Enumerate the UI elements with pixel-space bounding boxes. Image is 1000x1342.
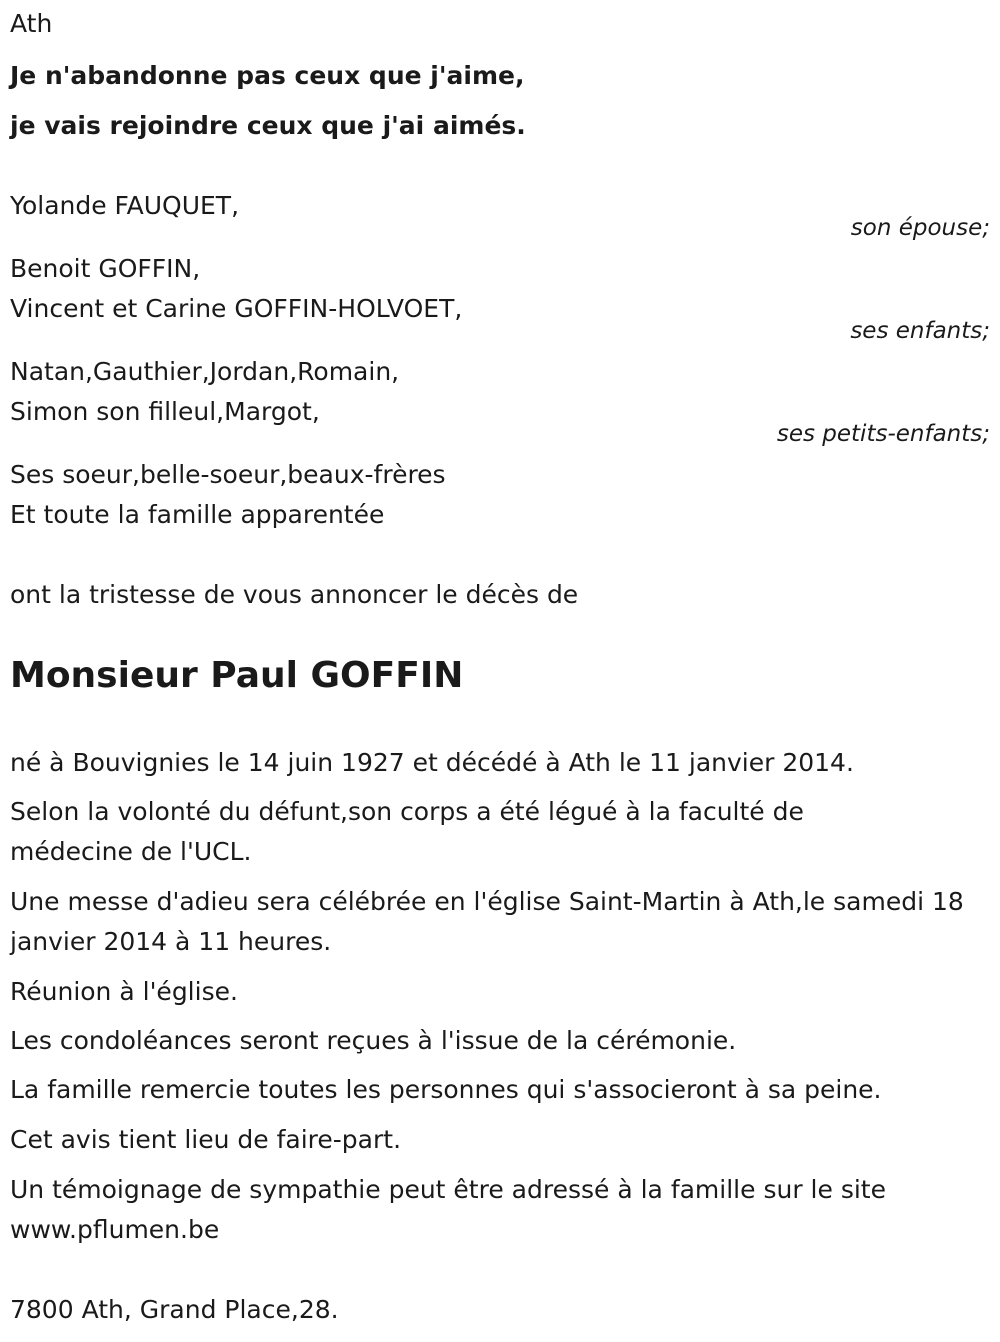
deceased-name: Monsieur Paul GOFFIN <box>10 655 464 696</box>
extended-family: Et toute la famille apparentée <box>10 500 385 529</box>
notice-note: Cet avis tient lieu de faire-part. <box>10 1125 402 1154</box>
child-name: Benoit GOFFIN, <box>10 254 201 283</box>
children-relation: ses enfants; <box>850 318 990 344</box>
gathering-note: Réunion à l'église. <box>10 977 238 1006</box>
quote-line-1: Je n'abandonne pas ceux que j'aime, <box>10 61 525 90</box>
quote-line-2: je vais rejoindre ceux que j'ai aimés. <box>10 111 526 140</box>
thanks-note: La famille remercie toutes les personnes qui s'associeront à sa peine. <box>10 1075 882 1104</box>
grandchildren-relation: ses petits-enfants; <box>776 421 990 447</box>
address: 7800 Ath, Grand Place,28. <box>10 1295 339 1324</box>
body-donation-note: Selon la volonté du défunt,son corps a été légué à la faculté de médecine de l'UCL. <box>10 797 804 866</box>
sympathy-site-note: Un témoignage de sympathie peut être adressé à la famille sur le site www.pflumen.be <box>10 1175 886 1244</box>
child-name: Vincent et Carine GOFFIN-HOLVOET, <box>10 294 463 323</box>
town-heading: Ath <box>10 9 53 38</box>
spouse-name: Yolande FAUQUET, <box>10 191 240 220</box>
grandchildren-names: Simon son filleul,Margot, <box>10 397 320 426</box>
other-relatives: Ses soeur,belle-soeur,beaux-frères <box>10 460 446 489</box>
mass-details: Une messe d'adieu sera célébrée en l'église Saint-Martin à Ath,le samedi 18 janvier 2014 à 11 heures. <box>10 887 964 956</box>
spouse-relation: son épouse; <box>850 215 990 241</box>
condolences-note: Les condoléances seront reçues à l'issue de la cérémonie. <box>10 1026 737 1055</box>
birth-death-details: né à Bouvignies le 14 juin 1927 et décédé à Ath le 11 janvier 2014. <box>10 748 854 777</box>
announcement-text: ont la tristesse de vous annoncer le décès de <box>10 580 579 609</box>
grandchildren-names: Natan,Gauthier,Jordan,Romain, <box>10 357 400 386</box>
